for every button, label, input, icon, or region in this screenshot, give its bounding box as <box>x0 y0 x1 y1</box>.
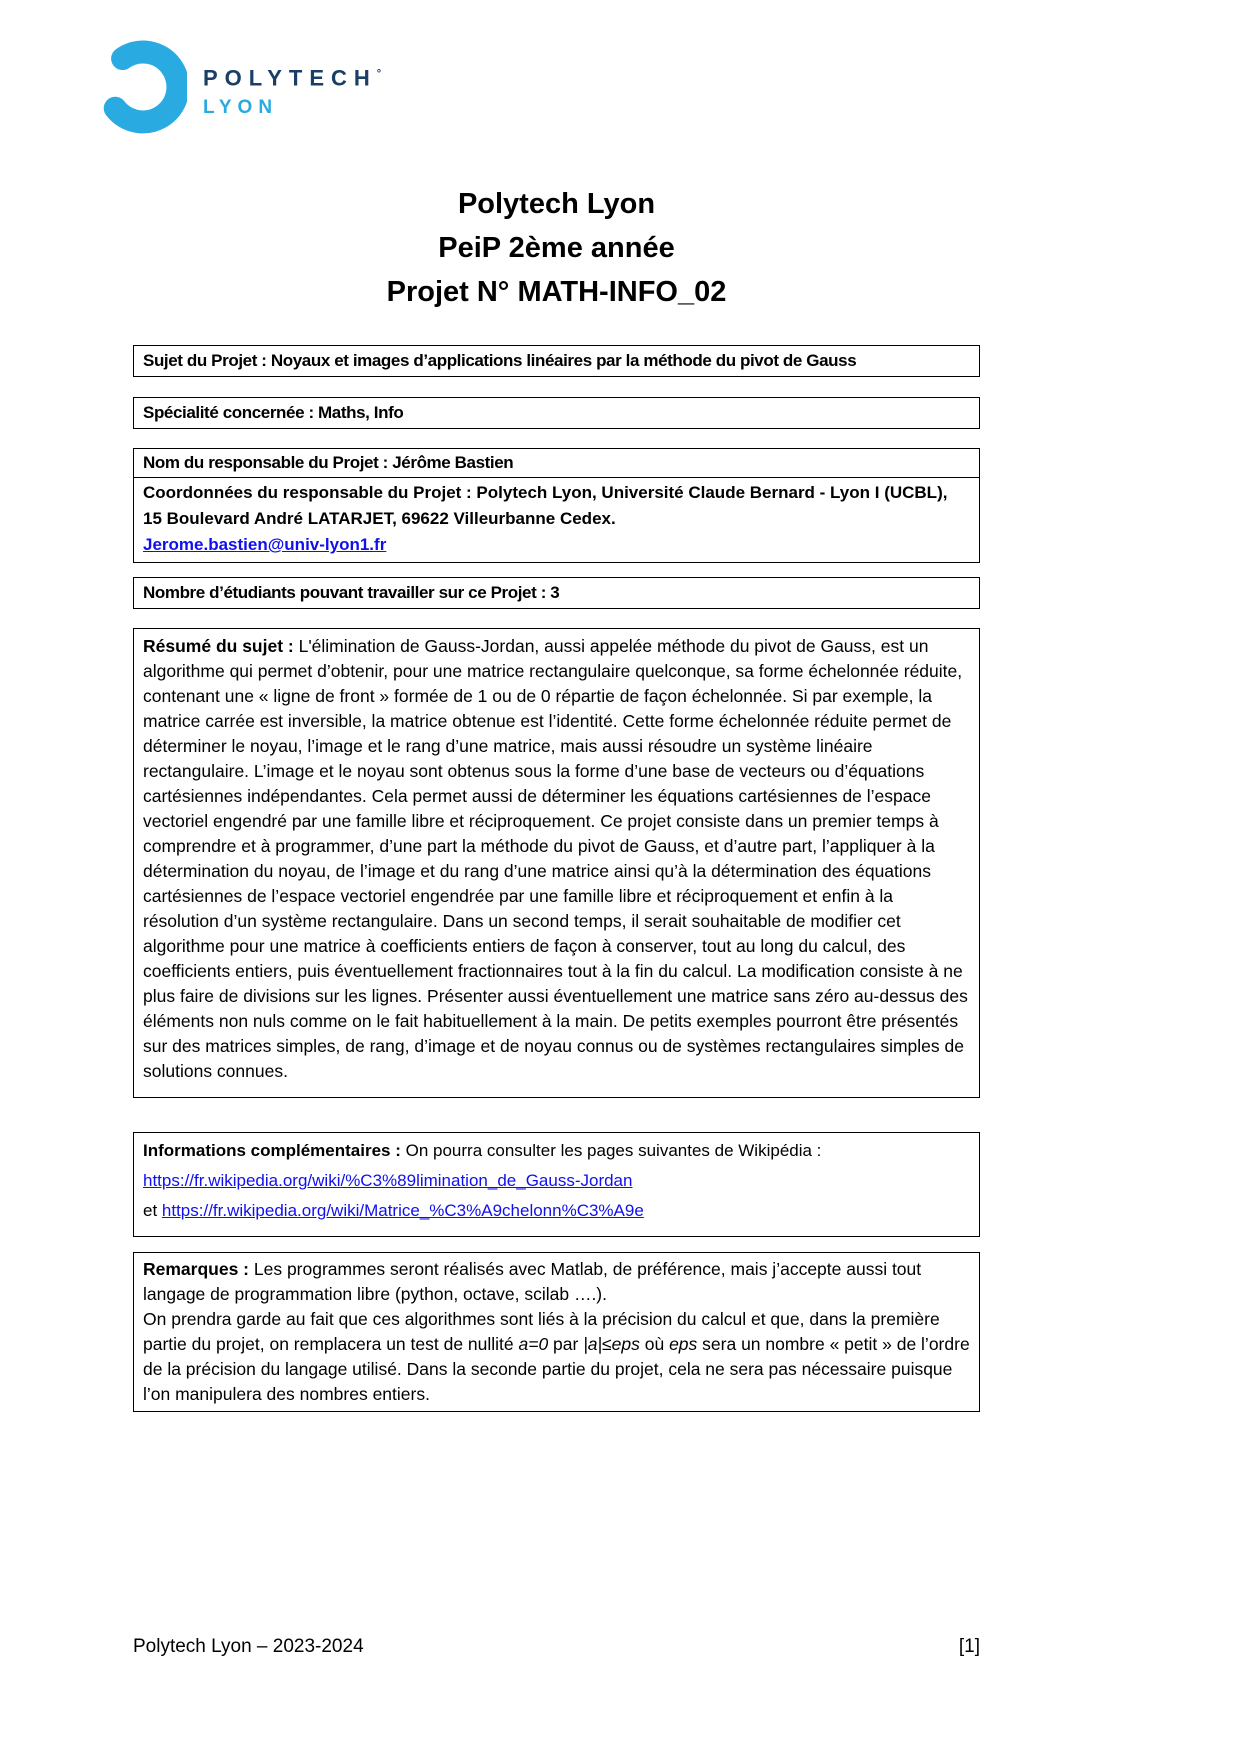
responsable-nom-row <box>134 449 979 478</box>
informations-box <box>133 1132 980 1237</box>
responsable-box <box>133 448 980 563</box>
logo-wordmark <box>203 38 381 119</box>
footer-page-number: [1] <box>958 1636 980 1657</box>
nombre-etudiants-text: Nombre d’étudiants pouvant travailler sur ce Projet : 3 <box>143 583 560 602</box>
responsable-coord-row <box>134 478 979 562</box>
sujet-box <box>133 345 980 377</box>
resume-label: Résumé du sujet : <box>143 636 299 656</box>
title-line-1: Polytech Lyon <box>457 188 656 220</box>
specialite-text: Spécialité concernée : Maths, Info <box>143 403 404 422</box>
remarques-box <box>133 1252 980 1412</box>
logo-brand-label: POLYTECH <box>203 65 377 91</box>
wikipedia-link-gauss-jordan[interactable]: https://fr.wikipedia.org/wiki/%C3%89limination_de_Gauss-Jordan <box>143 1171 633 1190</box>
document-title <box>133 182 980 314</box>
page-footer <box>133 1636 980 1658</box>
informations-intro: On pourra consulter les pages suivantes de Wikipédia : <box>405 1141 822 1160</box>
resume-box <box>133 628 980 1098</box>
logo-degree-mark: ° <box>376 68 382 80</box>
remarques-paragraph-2: On prendra garde au fait que ces algorithmes sont liés à la précision du calcul et que, dans la première partie du projet, on remplacera un test de nullité a=0 par |a|≤eps où eps sera un nombre « petit » de l’ordre de la précision du langage utilisé. Dans la seconde partie du projet, cela ne sera pas nécessaire puisque l’on manipulera des nombres entiers. <box>143 1309 970 1404</box>
informations-intro-line <box>143 1136 970 1166</box>
logo-brand-text <box>203 62 381 90</box>
responsable-nom-text: Nom du responsable du Projet : Jérôme Bastien <box>143 453 514 472</box>
responsable-coord-text: Coordonnées du responsable du Projet : Polytech Lyon, Université Claude Bernard - Lyon I (UCBL), 15 Boulevard André LATARJET, 69622 Villeurbanne Cedex. <box>143 483 948 528</box>
wikipedia-link-matrice-echelonnee[interactable]: https://fr.wikipedia.org/wiki/Matrice_%C3%A9chelonn%C3%A9e <box>161 1201 644 1220</box>
resume-paragraph <box>143 634 970 1084</box>
polytech-logo-icon <box>95 38 187 138</box>
sujet-text: Sujet du Projet : Noyaux et images d’applications linéaires par la méthode du pivot de Gauss <box>143 351 857 370</box>
polytech-logo <box>95 38 381 138</box>
title-line-3: Projet N° MATH-INFO_02 <box>386 276 727 308</box>
footer-left-text: Polytech Lyon – 2023-2024 <box>133 1636 364 1657</box>
responsable-email-link[interactable]: Jerome.bastien@univ-lyon1.fr <box>143 535 387 554</box>
remarques-paragraph-1 <box>143 1257 970 1307</box>
informations-label: Informations complémentaires : <box>143 1141 406 1160</box>
resume-text: L'élimination de Gauss-Jordan, aussi appelée méthode du pivot de Gauss, est un algorithme qui permet d’obtenir, pour une matrice rectangulaire quelconque, sa forme échelonnée réduite, contenant une « ligne de front » formée de 1 ou de 0 répartie de façon échelonnée. Si par exemple, la matrice carrée est inversible, la matrice obtenue est l’identité. Cette forme échelonnée réduite permet de déterminer le noyau, l’image et le rang d’une matrice, mais aussi résoudre un système linéaire rectangulaire. L’image et le noyau sont obtenus sous la forme d’une base de vecteurs ou d’équations cartésiennes indépendantes. Cela permet aussi de déterminer les équations cartésiennes de l’espace vectoriel engendré par une famille libre et réciproquement. Ce projet consiste dans un premier temps à comprendre et à programmer, d’une part la méthode du pivot de Gauss, et d’autre part, l’appliquer à la détermination du noyau, de l’image et du rang d’une matrice ainsi qu’à la détermination des équations cartésiennes de l’espace vectoriel engendrée par une famille libre et réciproquement et enfin à la résolution d’un système rectangulaire. Dans un second temps, il serait souhaitable de modifier cet algorithme pour une matrice à coefficients entiers de façon à conserver, tout au long du calcul, des coefficients entiers, puis éventuellement fractionnaires tout à la fin du calcul. La modification consiste à ne plus faire de divisions sur les lignes. Présenter aussi éventuellement une matrice sans zéro au-dessus des éléments non nuls comme on le fait habituellement à la main. De petits exemples pourront être présentés sur des matrices simples, de rang, d’image et de noyau connus ou de systèmes rectangulaires simples de solutions connues. <box>143 636 968 1081</box>
specialite-box <box>133 397 980 429</box>
title-line-2: PeiP 2ème année <box>438 232 675 264</box>
wikipedia-link2-prefix: et <box>143 1201 162 1220</box>
logo-city-text: LYON <box>203 97 279 119</box>
remarques-label: Remarques : <box>143 1259 254 1279</box>
nombre-etudiants-box <box>133 577 980 609</box>
remarques-text-1: Les programmes seront réalisés avec Matlab, de préférence, mais j’accepte aussi tout langage de programmation libre (python, octave, scilab ….). <box>143 1259 922 1304</box>
